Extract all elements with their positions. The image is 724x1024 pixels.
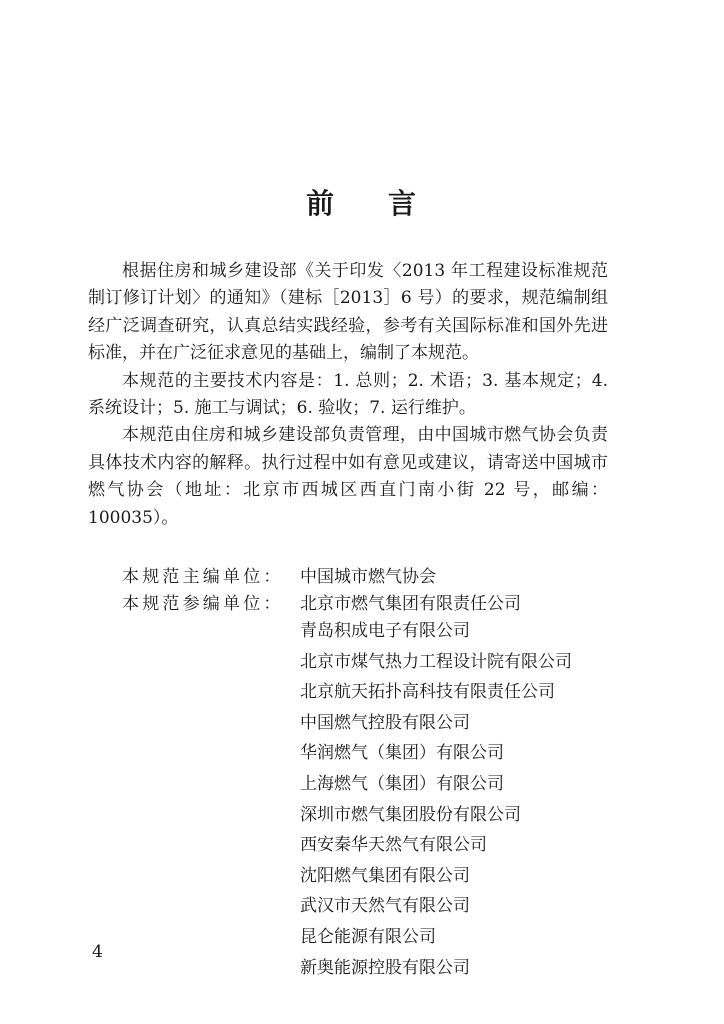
list-item: 西安秦华天然气有限公司 bbox=[300, 835, 487, 856]
paragraph-background: 根据住房和城乡建设部《关于印发〈2013 年工程建设标准规范制订修订计划〉的通知》（建标［2013］6 号）的要求，规范编制组经广泛调查研究，认真总结实践经验，参考有关国际标准和国外先进标准，并在广泛征求意见的基础上，编制了本规范。 bbox=[88, 261, 608, 364]
paragraph-management: 本规范由住房和城乡建设部负责管理，由中国城市燃气协会负责具体技术内容的解释。执行过程中如有意见或建议，请寄送中国城市燃气协会（地址：北京市西城区西直门南小街 22 号，邮编：100035）。 bbox=[88, 425, 608, 528]
editing-units bbox=[122, 564, 622, 978]
list-item: 北京航天拓扑高科技有限责任公司 bbox=[300, 682, 555, 703]
page-number: 4 bbox=[92, 942, 103, 962]
chief-unit-name: 中国城市燃气协会 bbox=[300, 567, 436, 587]
list-item: 华润燃气（集团）有限公司 bbox=[300, 743, 504, 764]
list-item: 上海燃气（集团）有限公司 bbox=[300, 773, 504, 794]
page-title bbox=[0, 182, 724, 222]
list-item: 青岛积成电子有限公司 bbox=[300, 621, 470, 641]
chief-unit-row bbox=[122, 564, 622, 591]
list-item: 新奥能源控股有限公司 bbox=[300, 957, 470, 978]
title-part-1: 前 bbox=[305, 187, 336, 220]
chief-unit-label: 本规范主编单位： bbox=[122, 567, 284, 587]
list-item: 中国燃气控股有限公司 bbox=[300, 712, 470, 733]
list-item: 武汉市天然气有限公司 bbox=[300, 896, 470, 917]
preface-body bbox=[88, 258, 608, 532]
title-part-2: 言 bbox=[388, 187, 419, 220]
list-item: 深圳市燃气集团股份有限公司 bbox=[300, 804, 521, 825]
participating-units-list bbox=[300, 618, 572, 985]
list-item: 北京市煤气热力工程设计院有限公司 bbox=[300, 651, 572, 672]
list-item: 沈阳燃气集团有限公司 bbox=[300, 865, 470, 886]
participating-units-row bbox=[122, 591, 622, 618]
paragraph-contents: 本规范的主要技术内容是：1. 总则；2. 术语；3. 基本规定；4. 系统设计；5. 施工与调试；6. 验收；7. 运行维护。 bbox=[88, 370, 608, 419]
participating-unit-first: 北京市燃气集团有限责任公司 bbox=[300, 594, 521, 615]
list-item: 昆仑能源有限公司 bbox=[300, 926, 436, 947]
participating-units-label: 本规范参编单位： bbox=[122, 594, 284, 615]
